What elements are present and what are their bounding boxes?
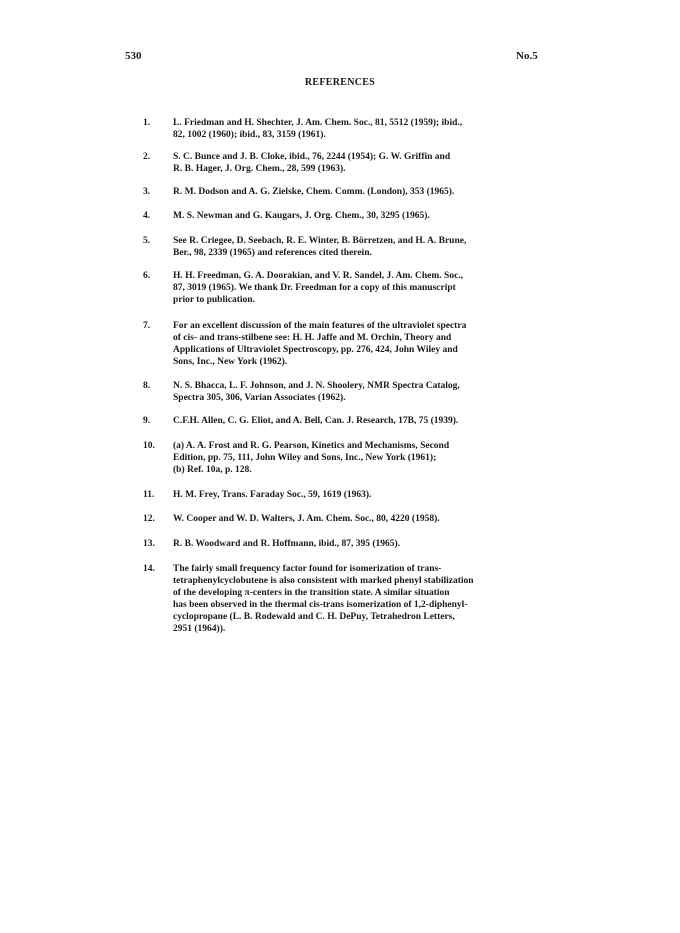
reference-line: W. Cooper and W. D. Walters, J. Am. Chem. Soc., 80, 4220 (1958).: [173, 514, 440, 524]
reference-number: 14.: [143, 564, 155, 574]
reference-line: has been observed in the thermal cis-trans isomerization of 1,2-diphenyl-: [173, 600, 468, 610]
reference-number: 8.: [143, 381, 151, 391]
reference-line: M. S. Newman and G. Kaugars, J. Org. Chem., 30, 3295 (1965).: [173, 211, 430, 221]
reference-line: H. H. Freedman, G. A. Doorakian, and V. R. Sandel, J. Am. Chem. Soc.,: [173, 271, 464, 281]
reference-text: [173, 151, 558, 175]
reference-number: 9.: [143, 416, 151, 426]
reference-text: [173, 186, 558, 198]
reference-text: [173, 320, 558, 368]
reference-text: [173, 440, 558, 476]
reference-line: R. M. Dodson and A. G. Zielske, Chem. Comm. (London), 353 (1965).: [173, 187, 455, 197]
references-title: REFERENCES: [304, 77, 376, 88]
reference-number: 1.: [143, 118, 151, 128]
reference-number: 11.: [143, 490, 155, 500]
reference-text: [173, 563, 558, 635]
reference-text: [173, 415, 558, 427]
reference-text: [173, 235, 558, 259]
reference-line: Edition, pp. 75, 111, John Wiley and Sons, Inc., New York (1961);: [173, 453, 437, 463]
reference-text: [173, 380, 558, 404]
reference-line: H. M. Frey, Trans. Faraday Soc., 59, 1619 (1963).: [173, 490, 372, 500]
reference-line: 2951 (1964)).: [173, 624, 226, 634]
reference-line: The fairly small frequency factor found for isomerization of trans-: [173, 564, 442, 574]
reference-line: See R. Criegee, D. Seebach, R. E. Winter, B. Börretzen, and H. A. Brune,: [173, 236, 467, 246]
reference-text: [173, 489, 558, 501]
reference-line: N. S. Bhacca, L. F. Johnson, and J. N. Shoolery, NMR Spectra Catalog,: [173, 381, 460, 391]
reference-line: Ber., 98, 2339 (1965) and references cited therein.: [173, 248, 372, 258]
reference-line: 87, 3019 (1965). We thank Dr. Freedman for a copy of this manuscript: [173, 283, 456, 293]
reference-number: 2.: [143, 152, 151, 162]
reference-number: 5.: [143, 236, 151, 246]
reference-text: [173, 270, 558, 306]
reference-line: S. C. Bunce and J. B. Cloke, ibid., 76, 2244 (1954); G. W. Griffin and: [173, 152, 451, 162]
reference-line: For an excellent discussion of the main features of the ultraviolet spectra: [173, 321, 467, 331]
reference-line: (a) A. A. Frost and R. G. Pearson, Kinetics and Mechanisms, Second: [173, 441, 450, 451]
reference-number: 12.: [143, 514, 155, 524]
reference-line: prior to publication.: [173, 295, 255, 305]
reference-text: [173, 538, 558, 550]
reference-line: cyclopropane (L. B. Rodewald and C. H. DePuy, Tetrahedron Letters,: [173, 612, 455, 622]
reference-line: of the developing π-centers in the transition state. A similar situation: [173, 588, 450, 598]
reference-line: Applications of Ultraviolet Spectroscopy, pp. 276, 424, John Wiley and: [173, 345, 458, 355]
reference-line: 82, 1002 (1960); ibid., 83, 3159 (1961).: [173, 130, 326, 140]
reference-number: 6.: [143, 271, 151, 281]
page-number: 530: [125, 50, 142, 62]
reference-line: Spectra 305, 306, Varian Associates (1962).: [173, 393, 346, 403]
reference-line: of cis- and trans-stilbene see: H. H. Jaffe and M. Orchin, Theory and: [173, 333, 452, 343]
reference-number: 13.: [143, 539, 155, 549]
reference-text: [173, 513, 558, 525]
reference-line: tetraphenylcyclobutene is also consistent with marked phenyl stabilization: [173, 576, 474, 586]
reference-line: (b) Ref. 10a, p. 128.: [173, 465, 252, 475]
reference-number: 3.: [143, 187, 151, 197]
reference-line: R. B. Woodward and R. Hoffmann, ibid., 87, 395 (1965).: [173, 539, 401, 549]
reference-number: 10.: [143, 441, 155, 451]
reference-text: [173, 117, 558, 141]
reference-line: C.F.H. Allen, C. G. Eliot, and A. Bell, Can. J. Research, 17B, 75 (1939).: [173, 416, 459, 426]
reference-number: 7.: [143, 321, 151, 331]
reference-line: L. Friedman and H. Shechter, J. Am. Chem. Soc., 81, 5512 (1959); ibid.,: [173, 118, 463, 128]
reference-text: [173, 210, 558, 222]
reference-line: Sons, Inc., New York (1962).: [173, 357, 288, 367]
issue-number: No.5: [516, 50, 538, 62]
reference-number: 4.: [143, 211, 151, 221]
reference-line: R. B. Hager, J. Org. Chem., 28, 599 (1963).: [173, 164, 346, 174]
